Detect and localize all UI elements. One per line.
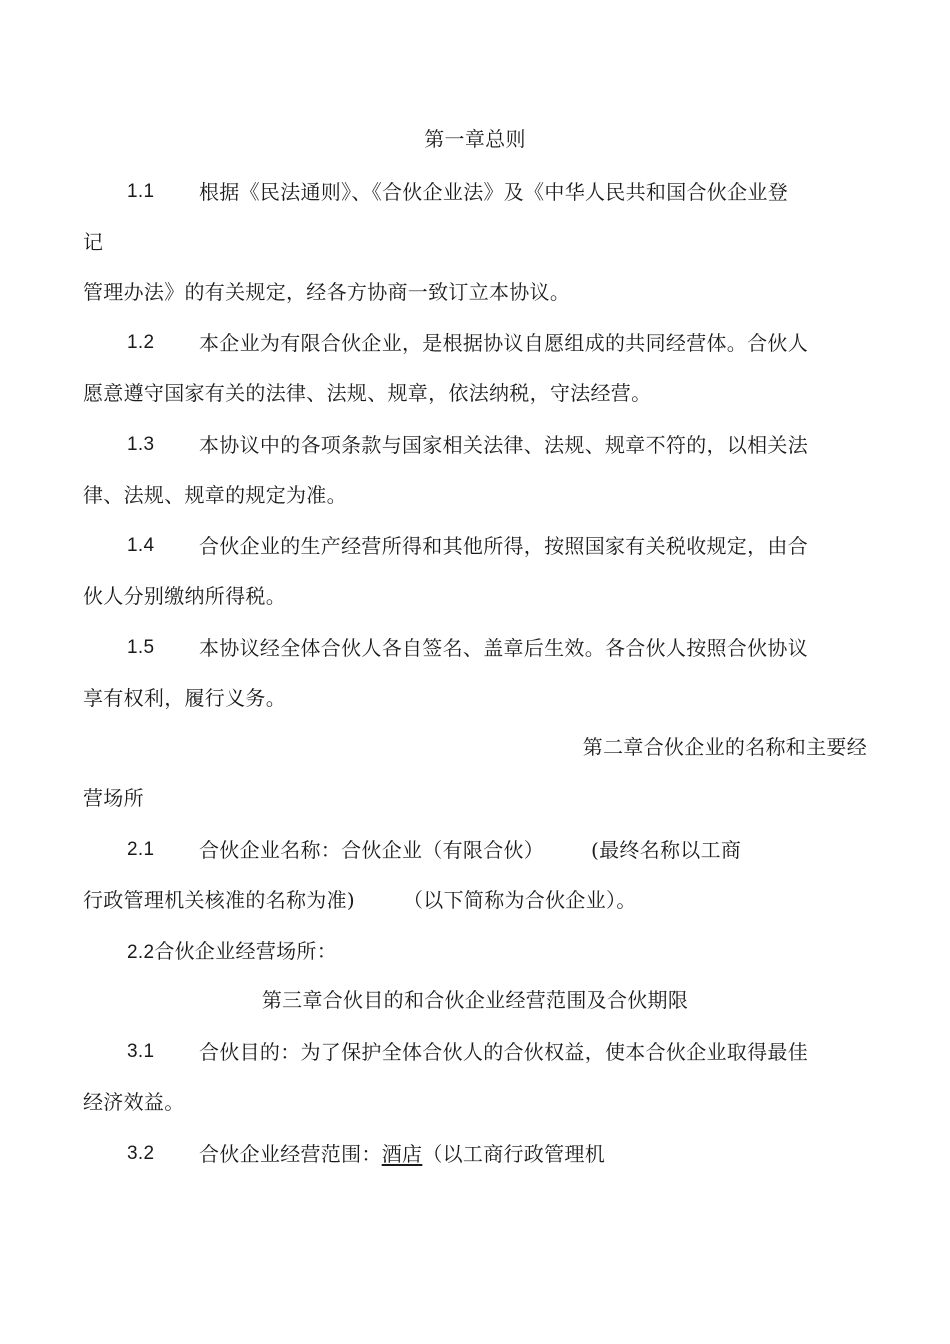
clause-2-1-line-2	[83, 875, 867, 925]
clause-text: 根据《民法通则》、《合伙企业法》及《中华人民共和国合伙企业登	[199, 180, 788, 204]
clause-text: 本协议中的各项条款与国家相关法律、法规、规章不符的，以相关法	[199, 433, 808, 457]
clause-number: 3.2	[127, 1143, 155, 1164]
chapter-3-title: 第三章合伙目的和合伙企业经营范围及合伙期限	[261, 988, 689, 1012]
clause-1-2-line-2: 愿意遵守国家有关的法律、法规、规章，依法纳税，守法经营。	[83, 381, 652, 405]
chapter-1-title: 第一章总则	[424, 127, 526, 151]
clause-text-note: (最终名称以工商	[591, 838, 742, 862]
clause-number: 2.1	[127, 839, 155, 860]
clause-number: 1.4	[127, 535, 155, 556]
clause-text: 本企业为有限合伙企业，是根据协议自愿组成的共同经营体。合伙人	[199, 331, 808, 355]
clause-text: 合伙企业经营场所：	[154, 939, 338, 963]
clause-text-suffix: （以工商行政管理机	[422, 1142, 606, 1166]
clause-1-1-line-2: 记	[83, 230, 104, 254]
clause-text: 合伙企业的生产经营所得和其他所得，按照国家有关税收规定，由合	[199, 534, 808, 558]
clause-text: 本协议经全体合伙人各自签名、盖章后生效。各合伙人按照合伙协议	[199, 636, 808, 660]
clause-1-3-line-1	[83, 420, 867, 470]
clause-3-2-line-1	[83, 1129, 867, 1179]
chapter-2-title-line-2: 营场所	[83, 786, 144, 810]
clause-1-4-line-2: 伙人分别缴纳所得税。	[83, 584, 286, 608]
clause-text: 合伙企业名称：合伙企业（有限合伙）	[199, 838, 545, 862]
clause-text	[199, 1129, 605, 1179]
clause-text-prefix: 合伙企业经营范围：	[199, 1142, 382, 1166]
chapter-2-title-line-1: 第二章合伙企业的名称和主要经	[582, 735, 867, 759]
clause-1-2-line-1	[83, 318, 867, 368]
clause-text: 合伙目的：为了保护全体合伙人的合伙权益，使本合伙企业取得最佳	[199, 1040, 808, 1064]
clause-1-1-line-1	[83, 167, 867, 217]
clause-2-1-line-1	[83, 825, 867, 875]
business-scope-underlined: 酒店	[381, 1142, 423, 1166]
clause-number: 1.1	[127, 181, 155, 202]
clause-line	[127, 926, 337, 978]
clause-1-1-line-3: 管理办法》的有关规定，经各方协商一致订立本协议。	[83, 280, 571, 304]
clause-1-5-line-1	[83, 623, 867, 673]
clause-text-note: （以下简称为合伙企业）。	[403, 888, 637, 912]
clause-1-3-line-2: 律、法规、规章的规定为准。	[83, 483, 347, 507]
clause-number: 2.2	[127, 942, 155, 963]
clause-number: 3.1	[127, 1041, 155, 1062]
clause-number: 1.3	[127, 434, 155, 455]
clause-1-5-line-2: 享有权利，履行义务。	[83, 686, 286, 710]
clause-3-1-line-1	[83, 1027, 867, 1077]
clause-2-2	[83, 926, 867, 976]
clause-text: 行政管理机关核准的名称为准)	[83, 888, 356, 912]
clause-number: 1.2	[127, 332, 155, 353]
clause-1-4-line-1	[83, 521, 867, 571]
clause-number: 1.5	[127, 637, 155, 658]
clause-3-1-line-2: 经济效益。	[83, 1090, 185, 1114]
